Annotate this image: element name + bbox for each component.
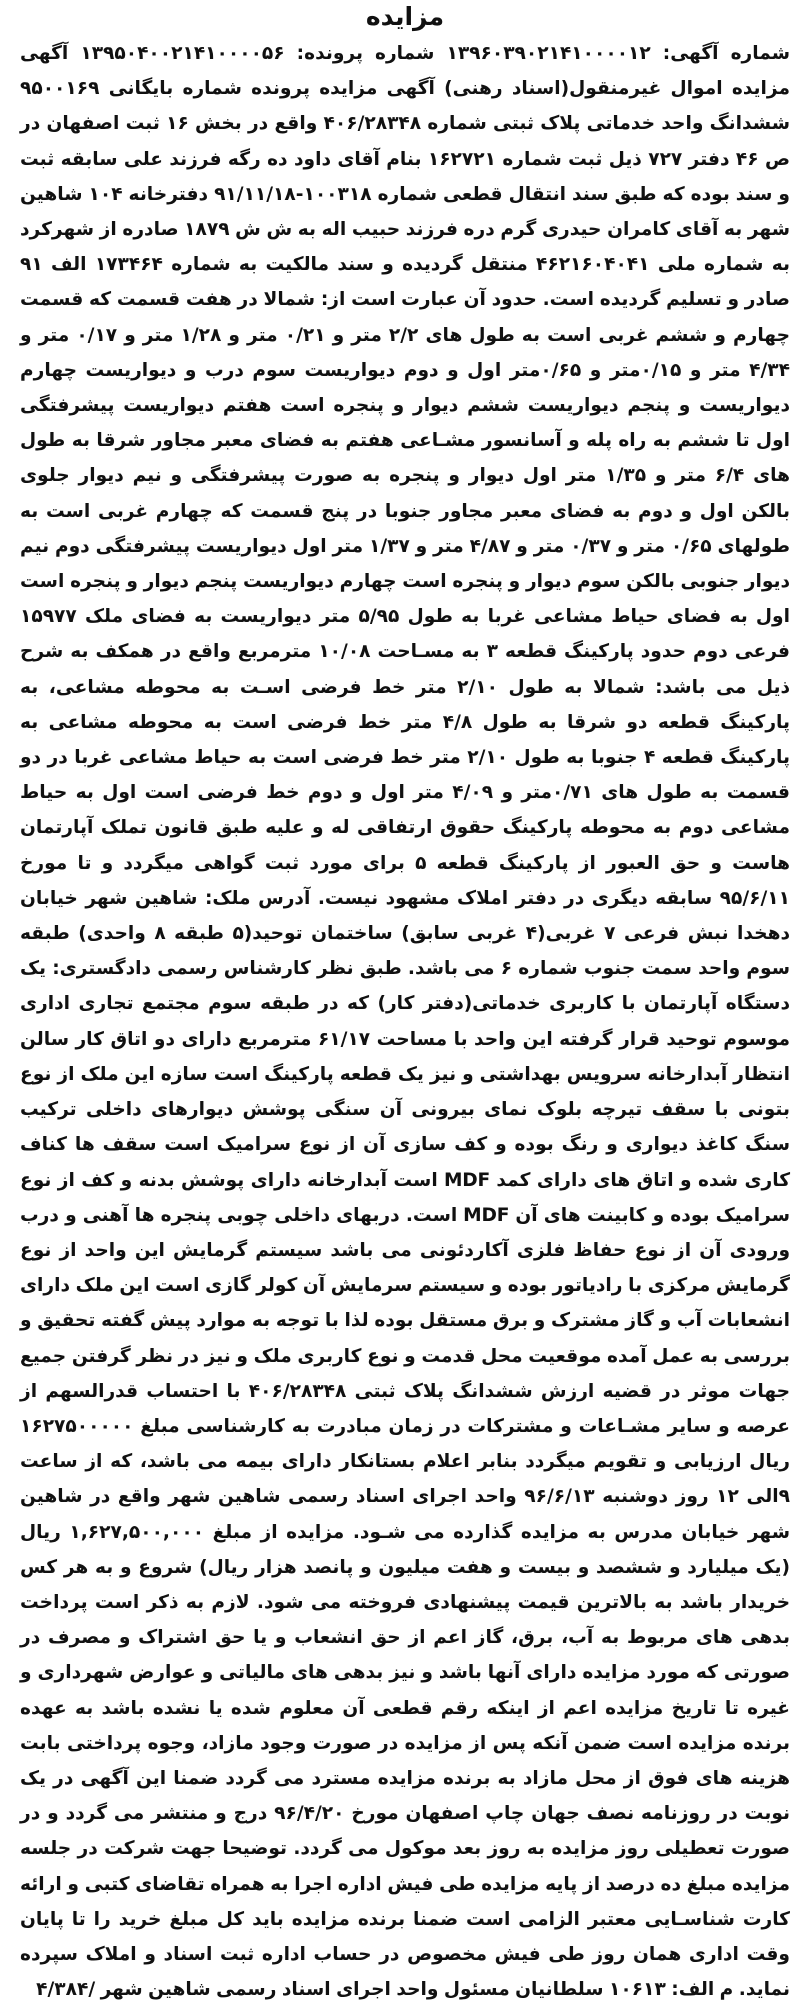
notice-body: شماره آگهی: ۱۳۹۶۰۳۹۰۲۱۴۱۰۰۰۰۱۲ شماره پرونده: ۱۳۹۵۰۴۰۰۲۱۴۱۰۰۰۰۵۶ آگهی مزایده اموال غیرمنقول(اسناد رهنی) آگهی مزایده پرونده شماره بایگانی ۹۵۰۰۱۶۹ ششدانگ واحد خدماتی پلاک ثبتی شماره ۴۰۶/۲۸۳۴۸ واقع در بخش ۱۶ ثبت اصفهان در ص ۴۶ دفتر ۷۲۷ ذیل ثبت شماره ۱۶۲۷۲۱ بنام آقای داود ده رگه فرزند علی سابقه ثبت و سند بوده که طبق سند انتقال قطعی شماره ۱۰۰۳۱۸-۹۱/۱۱/۱۸ دفترخانه ۱۰۴ شاهین شهر به آقای کامران حیدری گرم دره فرزند حبیب اله به ش ش ۱۸۷۹ صادره از شهرکرد به شماره ملی ۴۶۲۱۶۰۴۰۴۱ منتقل گردیده و سند مالکیت به شماره ۱۷۳۴۶۴ الف ۹۱ صادر و تسلیم گردیده است. حدود آن عبارت است از: شمالا در هفت قسمت که قسمت چهارم و ششم غربی است به طول های ۲/۲ متر و ۰/۲۱ متر و ۱/۲۸ متر و ۰/۱۷ متر و ۴/۳۴ متر و ۰/۱۵متر و ۰/۶۵متر اول و دوم دیواریست سوم درب و دیواریست چهارم دیواریست و پنجم دیواریست ششم دیوار و پنجره است هفتم دیواریست پیشرفتگی اول تا ششم به راه پله و آسانسور مشـاعی هفتم به فضای معبر مجاور شرقا به طول های ۶/۴ متر و ۱/۳۵ متر اول دیوار و پنجره به صورت پیشرفتگی و نیم دیوار جلوی بالکن اول و دوم به فضای معبر مجاور جنوبا در پنج قسمت که چهارم غربی است به طولهای ۰/۶۵ متر و ۰/۳۷ متر و ۴/۸۷ متر و ۱/۳۷ متر اول دیواریست پیشرفتگی دوم نیم دیوار جنوبی بالکن سوم دیوار و پنجره است چهارم دیواریست پنجم دیوار و پنجره است اول به فضای حیاط مشاعی غربا به طول ۵/۹۵ متر دیواریست به فضای ملک ۱۵۹۷۷ فرعی دوم حدود پارکینگ قطعه ۳ به مسـاحت ۱۰/۰۸ مترمربع واقع در همکف به شرح ذیل می باشد: شمالا به طول ۲/۱۰ متر خط فرضی اسـت به محوطه مشاعی، به پارکینگ قطعه دو شرقا به طول ۴/۸ متر خط فرضی است به محوطه مشاعی به پارکینگ قطعه ۴ جنوبا به طول ۲/۱۰ متر خط فرضی است به حیاط مشاعی غربا در دو قسمت به طول های ۰/۷۱متر و ۴/۰۹ متر اول و دوم خط فرضی است اول به حیاط مشاعی دوم به محوطه پارکینگ حقوق ارتفاقی له و علیه طبق قانون تملک آپارتمان هاست و حق العبور از پارکینگ قطعه ۵ برای مورد ثبت گواهی میگردد و تا مورخ ۹۵/۶/۱۱ سابقه دیگری در دفتر املاک مشهود نیست. آدرس ملک: شاهین شهر خیابان دهخدا نبش فرعی ۷ غربی(۴ غربی سابق) ساختمان توحید(۵ طبقه ۸ واحدی) طبقه سوم واحد سمت جنوب شماره ۶ می باشد. طبق نظر کارشناس رسمی دادگستری: یک دستگاه آپارتمان با کاربری خدماتی(دفتر کار) که در طبقه سوم مجتمع تجاری اداری موسوم توحید قرار گرفته این واحد با مساحت ۶۱/۱۷ مترمربع دارای دو اتاق کار سالن انتظار آبدارخانه سرویس بهداشتی و نیز یک قطعه پارکینگ است سازه این ملک از نوع بتونی با سقف تیرچه بلوک نمای بیرونی آن سنگی پوشش دیوارهای داخلی ترکیب سنگ کاغذ دیواری و رنگ بوده و کف سازی آن از نوع سرامیک است سقف ها کناف کاری شده و اتاق های دارای کمد MDF است آبدارخانه دارای پوشش بدنه و کف از نوع سرامیک بوده و کابینت های آن MDF است. دربهای داخلی چوبی پنجره ها آهنی و درب ورودی آن از نوع حفاظ فلزی آکاردئونی می باشد سیستم گرمایش این واحد از نوع گرمایش مرکزی با رادیاتور بوده و سیستم سرمایش آن کولر گازی است این ملک دارای انشعابات آب و گاز مشترک و برق مستقل بوده لذا با توجه به موارد پیش گفته تحقیق و بررسی به عمل آمده موقعیت محل قدمت و نوع کاربری ملک و نیز در نظر گرفتن جمیع جهات موثر در قضیه ارزش ششدانگ پلاک ثبتی ۴۰۶/۲۸۳۴۸ با احتساب قدرالسهم از عرصه و سایر مشـاعات و مشترکات در زمان مبادرت به کارشناسی مبلغ ۱۶۲۷۵۰۰۰۰۰ ریال ارزیابی و تقویم میگردد بنابر اعلام بستانکار دارای بیمه می باشد، که از ساعت ۹الی ۱۲ روز دوشنبه ۹۶/۶/۱۳ واحد اجرای اسناد رسمی شاهین شهر واقع در شاهین شهر خیابان مدرس به مزایده گذارده می شـود. مزایده از مبلغ ۱,۶۲۷,۵۰۰,۰۰۰ ریال (یک میلیارد و ششصد و بیست و هفت میلیون و پانصد هزار ریال) شروع و به هر کس خریدار باشد به بالاترین قیمت پیشنهادی فروخته می شود. لازم به ذکر است پرداخت بدهی های مربوط به آب، برق، گاز اعم از حق انشعاب و یا حق اشتراک و مصرف در صورتی که مورد مزایده دارای آنها باشد و نیز بدهی های مالیاتی و عوارض شهرداری و غیره تا تاریخ مزایده اعم از اینکه رقم قطعی آن معلوم شده یا نشده باشد به عهده برنده مزایده است ضمن آنکه پس از مزایده در صورت وجود مازاد، وجوه پرداختی بابت هزینه های فوق از محل مازاد به برنده مزایده مسترد می گردد ضمنا این آگهی در یک نوبت در روزنامه نصف جهان چاپ اصفهان مورخ ۹۶/۴/۲۰ درج و منتشر می گردد و در صورت تعطیلی روز مزایده به روز بعد موکول می گردد. توضیحا جهت شرکت در جلسه مزایده مبلغ ده درصد از پایه مزایده طی فیش اداره اجرا به همراه تقاضای کتبی و ارائه کارت شناسـایی معتبر الزامی است ضمنا برنده مزایده باید کل مبلغ خرید را تا پایان وقت اداری همان روز طی فیش مخصوص در حساب اداره ثبت اسناد و املاک سپرده نماید. م الف: ۱۰۶۱۳ سلطانیان مسئول واحد اجرای اسناد رسمی شاهین شهر /۴/۳۸۴ (20, 43, 791, 2001)
notice-title: مزایده (365, 2, 445, 31)
